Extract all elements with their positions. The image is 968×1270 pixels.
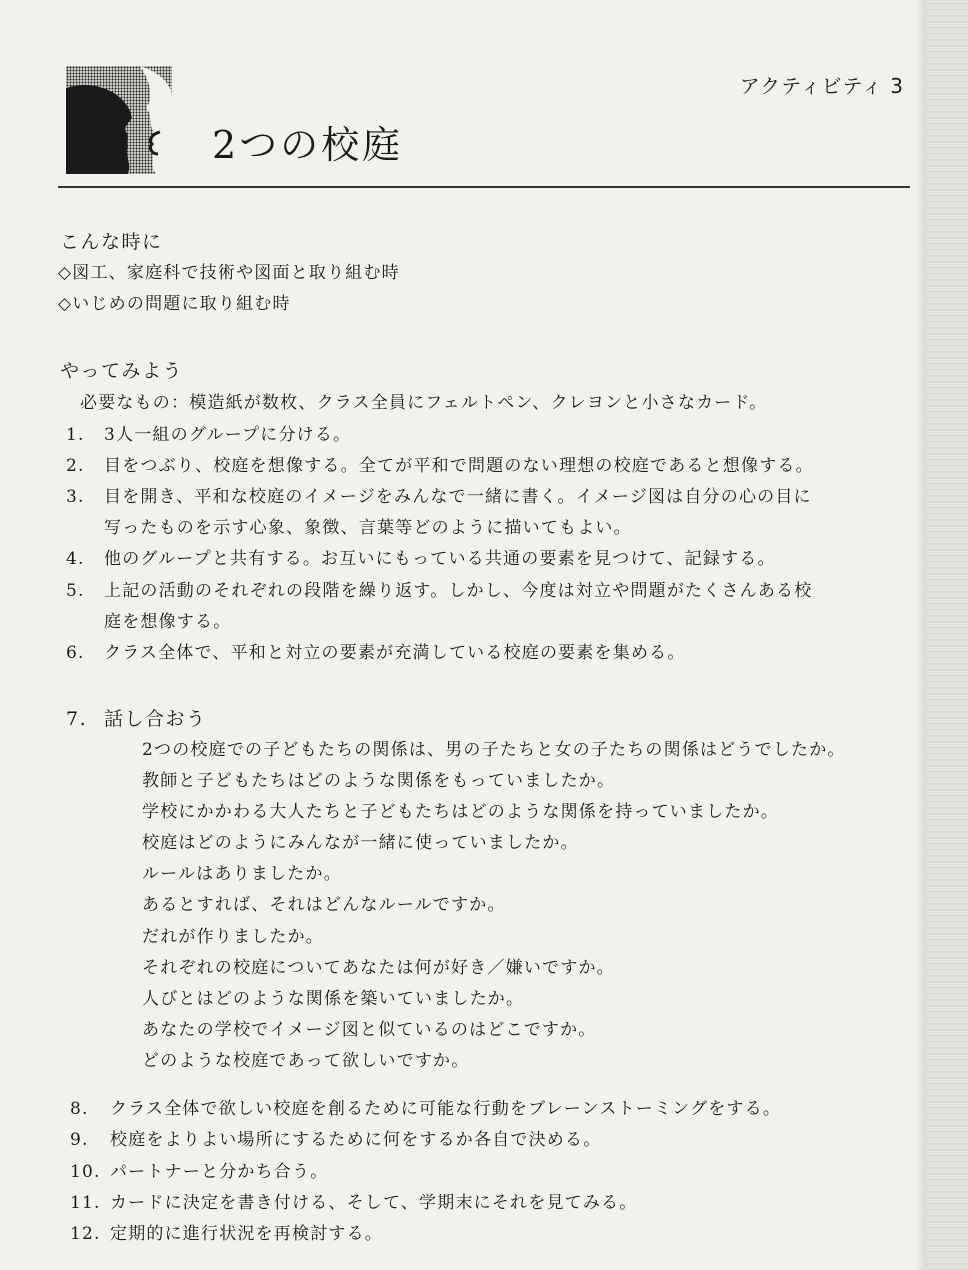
discuss-question: 人びとはどのような関係を築いていましたか。 (142, 989, 525, 1009)
step-2 (66, 455, 814, 477)
step-number: 5. (66, 581, 85, 601)
when-item-2: ◇いじめの問題に取り組む時 (58, 294, 291, 314)
step-number: 1. (66, 425, 85, 445)
step-number: 7. (66, 708, 88, 730)
discuss-heading-text: 話し合おう (104, 708, 207, 730)
step-number: 11. (70, 1193, 101, 1213)
discuss-question: あなたの学校でイメージ図と似ているのはどこですか。 (142, 1020, 597, 1040)
step-number: 4. (66, 549, 85, 569)
section-heading-when: こんな時に (60, 231, 163, 253)
step-text: 3人一組のグループに分ける。 (104, 425, 352, 445)
step-1 (66, 424, 351, 446)
step-number: 2. (66, 456, 85, 476)
discuss-question: 学校にかかわる大人たちと子どもたちはどのような関係を持っていましたか。 (142, 802, 779, 822)
discuss-question: 校庭はどのようにみんなが一緒に使っていましたか。 (142, 833, 579, 853)
step-12 (70, 1223, 383, 1245)
header-divider (58, 186, 910, 188)
section-heading-discuss (66, 708, 207, 730)
step-text: 定期的に進行状況を再検討する。 (110, 1224, 383, 1244)
step-11 (70, 1192, 637, 1214)
step-number: 10. (70, 1162, 101, 1182)
step-3 (66, 486, 812, 508)
step-9 (70, 1129, 601, 1151)
discuss-question: あるとすれば、それはどんなルールですか。 (142, 895, 506, 915)
page-edge (926, 0, 968, 1270)
discuss-question: ルールはありましたか。 (142, 864, 342, 884)
step-text: 目を開き、平和な校庭のイメージをみんなで一緒に書く。イメージ図は自分の心の目に (104, 487, 812, 507)
step-text: 目をつぶり、校庭を想像する。全てが平和で問題のない理想の校庭であると想像する。 (104, 456, 814, 476)
step-text: クラス全体で欲しい校庭を創るために可能な行動をブレーンストーミングをする。 (110, 1099, 782, 1119)
step-text: クラス全体で、平和と対立の要素が充満している校庭の要素を集める。 (104, 643, 686, 663)
step-text: 校庭をよりよい場所にするために何をするか各自で決める。 (110, 1130, 602, 1150)
step-number: 3. (66, 487, 85, 507)
step-text: 上記の活動のそれぞれの段階を繰り返す。しかし、今度は対立や問題がたくさんある校 (104, 581, 813, 601)
step-number: 12. (70, 1224, 101, 1244)
discuss-question: だれが作りましたか。 (142, 927, 324, 947)
step-10 (70, 1161, 328, 1183)
page-shadow (916, 0, 926, 1270)
step-8 (70, 1098, 781, 1120)
discuss-question: 教師と子どもたちはどのような関係をもっていましたか。 (142, 771, 616, 791)
step-number: 6. (66, 643, 85, 663)
step-5-continued: 庭を想像する。 (104, 612, 232, 632)
step-text: 他のグループと共有する。お互いにもっている共通の要素を見つけて、記録する。 (104, 549, 776, 569)
step-4 (66, 548, 776, 570)
page-title: 2つの校庭 (212, 123, 404, 167)
discuss-question: それぞれの校庭についてあなたは何が好き／嫌いですか。 (142, 958, 615, 978)
activity-label: アクティビティ 3 (739, 74, 904, 98)
step-number: 8. (70, 1099, 89, 1119)
step-6 (66, 642, 686, 664)
discuss-question: 2つの校庭での子どもたちの関係は、男の子たちと女の子たちの関係はどうでしたか。 (142, 740, 846, 760)
step-3-continued: 写ったものを示す心象、象徴、言葉等どのように描いてもよい。 (104, 518, 632, 538)
discuss-question: どのような校庭であって欲しいですか。 (142, 1051, 470, 1071)
when-item-1: ◇図工、家庭科で技術や図面と取り組む時 (58, 263, 400, 283)
section-heading-try: やってみよう (60, 360, 184, 382)
step-text: パートナーと分かち合う。 (110, 1162, 329, 1182)
materials-line: 必要なもの：模造紙が数枚、クラス全員にフェルトペン、クレヨンと小さなカード。 (80, 393, 768, 413)
step-number: 9. (70, 1130, 89, 1150)
step-5 (66, 580, 812, 602)
activity-logo-icon (66, 66, 172, 174)
step-text: カードに決定を書き付ける、そして、学期末にそれを見てみる。 (110, 1193, 638, 1213)
